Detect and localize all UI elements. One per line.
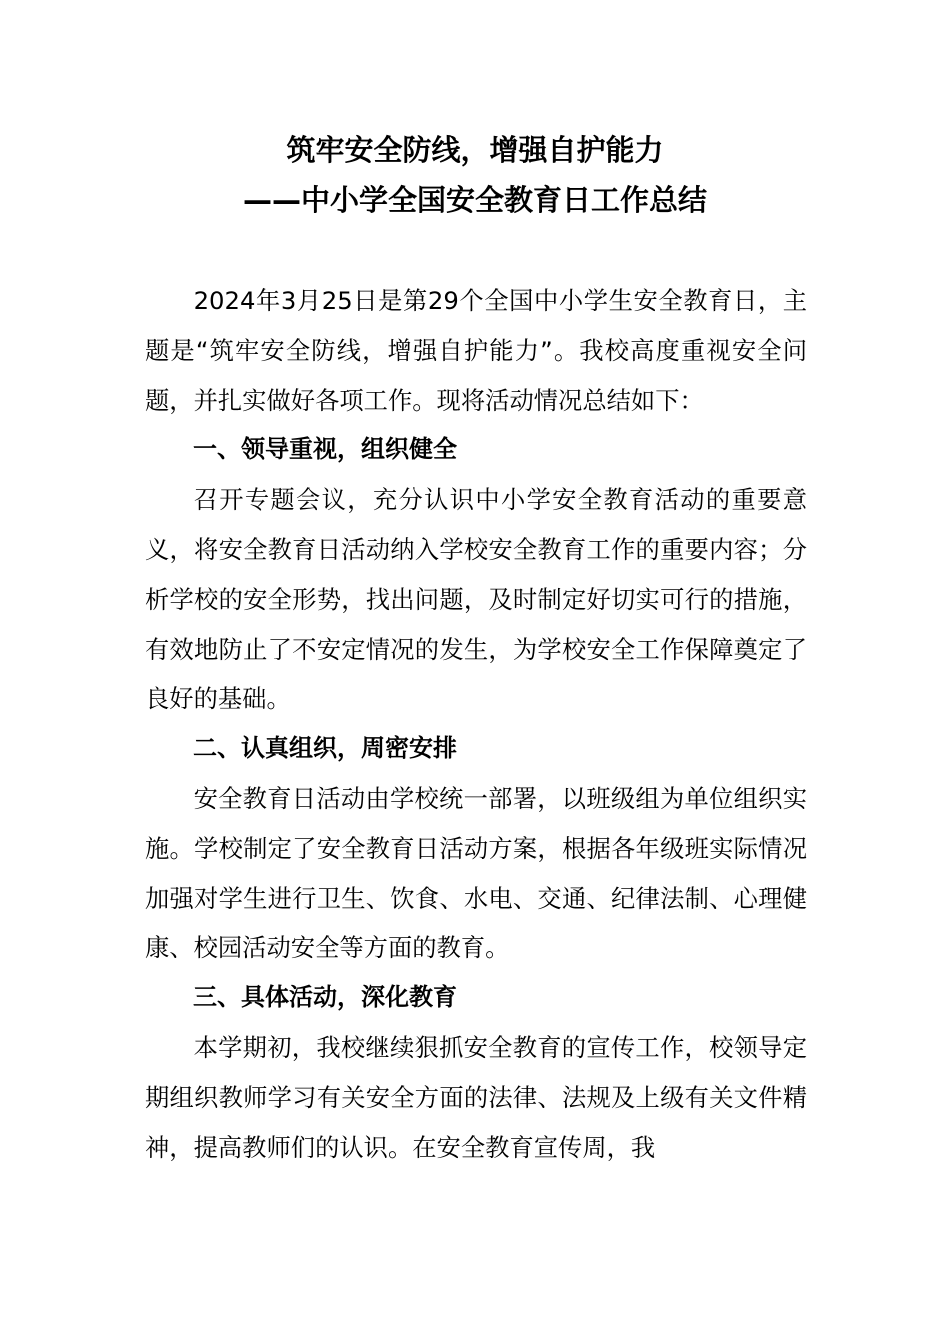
section-paragraph-2: 安全教育日活动由学校统一部署，以班级组为单位组织实施。学校制定了安全教育日活动方案，根据各年级班实际情况加强对学生进行卫生、饮食、水电、交通、纪律法制、心理健康、校园活动安全等方面的教育。 [145,783,807,963]
section-heading-1: 一、领导重视，组织健全 [193,435,457,464]
document-title: 筑牢安全防线，增强自护能力 [286,133,664,167]
document-body [145,276,807,1172]
section-paragraph-1: 召开专题会议，充分认识中小学安全教育活动的重要意义，将安全教育日活动纳入学校安全教育工作的重要内容；分析学校的安全形势，找出问题，及时制定好切实可行的措施，有效地防止了不安定情况的发生，为学校安全工作保障奠定了良好的基础。 [145,485,807,714]
section-heading-2: 二、认真组织，周密安排 [193,734,457,763]
section-paragraph-3: 本学期初，我校继续狠抓安全教育的宣传工作，校领导定期组织教师学习有关安全方面的法律、法规及上级有关文件精神，提高教师们的认识。在安全教育宣传周，我 [145,1032,807,1162]
intro-paragraph: 2024年3月25日是第29个全国中小学生安全教育日，主题是“筑牢安全防线，增强自护能力”。我校高度重视安全问题，并扎实做好各项工作。现将活动情况总结如下： [145,286,807,415]
section-heading-3: 三、具体活动，深化教育 [193,983,457,1012]
document-subtitle: ——中小学全国安全教育日工作总结 [242,183,707,217]
